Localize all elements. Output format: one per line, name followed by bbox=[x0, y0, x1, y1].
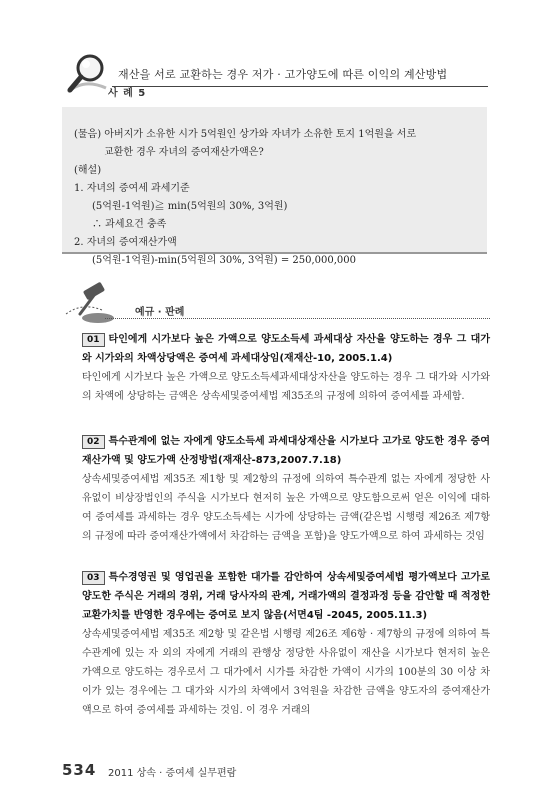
ruling-number: 02 bbox=[82, 435, 105, 449]
case-question-cont: 교환한 경우 자녀의 증여재산가액은? bbox=[104, 147, 264, 158]
case-step-1: 1. 자녀의 증여세 과세기준 bbox=[74, 183, 190, 194]
ruling-number: 01 bbox=[82, 333, 105, 347]
case-label: 사 례 5 bbox=[108, 88, 147, 99]
ruling-body: 타인에게 시가보다 높은 가액으로 양도소득세과세대상자산을 양도하는 경우 그 대가와 시가와의 차액에 상당하는 금액은 상속세및증여세법 제35조의 규정에 의하여 증여세를 과세함. bbox=[82, 372, 490, 402]
case-step-1-formula: (5억원-1억원)≧ min(5억원의 30%, 3억원) bbox=[92, 201, 288, 212]
ruling-head bbox=[82, 432, 490, 470]
ruling-body: 상속세및증여세법 제35조 제2항 및 같은법 시행령 제26조 제6항 · 제7항의 규정에 의하여 특수관계에 있는 자 외의 자에게 거래의 관행상 정당한 사유없이 재산을 시가보다 현저히 높은 가액으로 양도하는 경우로서 그 대가에서 시가를 차감한 가액이 시가의 100분의 30 이상 차이가 있는 경우에는 그 대가와 시가의 차액에서 3억원을 차감한 금액을 양도자의 증여재산가액으로 하여 증여세를 과세하는 것임. 이 경우 거래의 bbox=[82, 629, 490, 716]
ruling-head bbox=[82, 330, 490, 368]
book-title: 2011 상속 · 증여세 실무편람 bbox=[108, 768, 237, 779]
case-answer-label: (해설) bbox=[74, 165, 102, 176]
rulings-label: 예규 · 판례 bbox=[135, 307, 185, 318]
magnifier-icon bbox=[62, 48, 110, 104]
case-step-2: 2. 자녀의 증여재산가액 bbox=[74, 237, 177, 248]
ruling-entry-01 bbox=[82, 330, 490, 406]
case-box bbox=[62, 107, 487, 266]
rulings-divider bbox=[105, 318, 490, 319]
case-step-1-conclusion: ∴ 과세요건 충족 bbox=[92, 219, 167, 230]
case-question: (물음) 아버지가 소유한 시가 5억원인 상가와 자녀가 소유한 토지 1억원을 서로 bbox=[74, 129, 417, 140]
ruling-entry-03 bbox=[82, 568, 490, 720]
ruling-head-text: 타인에게 시가보다 높은 가액으로 양도소득세 과세대상 자산을 양도하는 경우 그 대가와 시가와의 차액상당액은 증여세 과세대상임(재재산-10, 2005.1.4) bbox=[82, 334, 490, 364]
ruling-head bbox=[82, 568, 490, 625]
case-divider bbox=[112, 86, 488, 87]
ruling-entry-02 bbox=[82, 432, 490, 546]
ruling-number: 03 bbox=[82, 571, 105, 585]
gavel-icon bbox=[62, 280, 132, 332]
case-step-2-formula: (5억원-1억원)-min(5억원의 30%, 3억원) = 250,000,000 bbox=[92, 255, 356, 266]
ruling-head-text: 특수경영권 및 영업권을 포함한 대가를 감안하여 상속세및증여세법 평가액보다 고가로 양도한 주식은 거래의 경위, 거래 당사자의 관계, 거래가액의 결정과정 등을 감안할 때 적정한 교환가치를 반영한 경우에는 증여로 보지 않음(서면4팀 -2045, 2005.11.3) bbox=[82, 572, 490, 621]
ruling-body: 상속세및증여세법 제35조 제1항 및 제2항의 규정에 의하여 특수관계 없는 자에게 정당한 사유없이 비상장법인의 주식을 시가보다 현저히 높은 가액으로 양도함으로써 얻은 이익에 대하여 증여세를 과세하는 경우 양도소득세는 시가에 상당하는 금액(같은법 시행령 제26조 제7항의 규정에 따라 증여재산가액에서 차감하는 금액을 포함)을 양도가액으로 하여 과세하는 것임 bbox=[82, 474, 490, 542]
page-number: 534 bbox=[62, 761, 97, 779]
case-title: 재산을 서로 교환하는 경우 저가 · 고가양도에 따른 이익의 계산방법 bbox=[118, 68, 448, 81]
ruling-head-text: 특수관계에 없는 자에게 양도소득세 과세대상재산을 시가보다 고가로 양도한 경우 증여재산가액 및 양도가액 산정방법(재재산-873,2007.7.18) bbox=[82, 436, 490, 466]
